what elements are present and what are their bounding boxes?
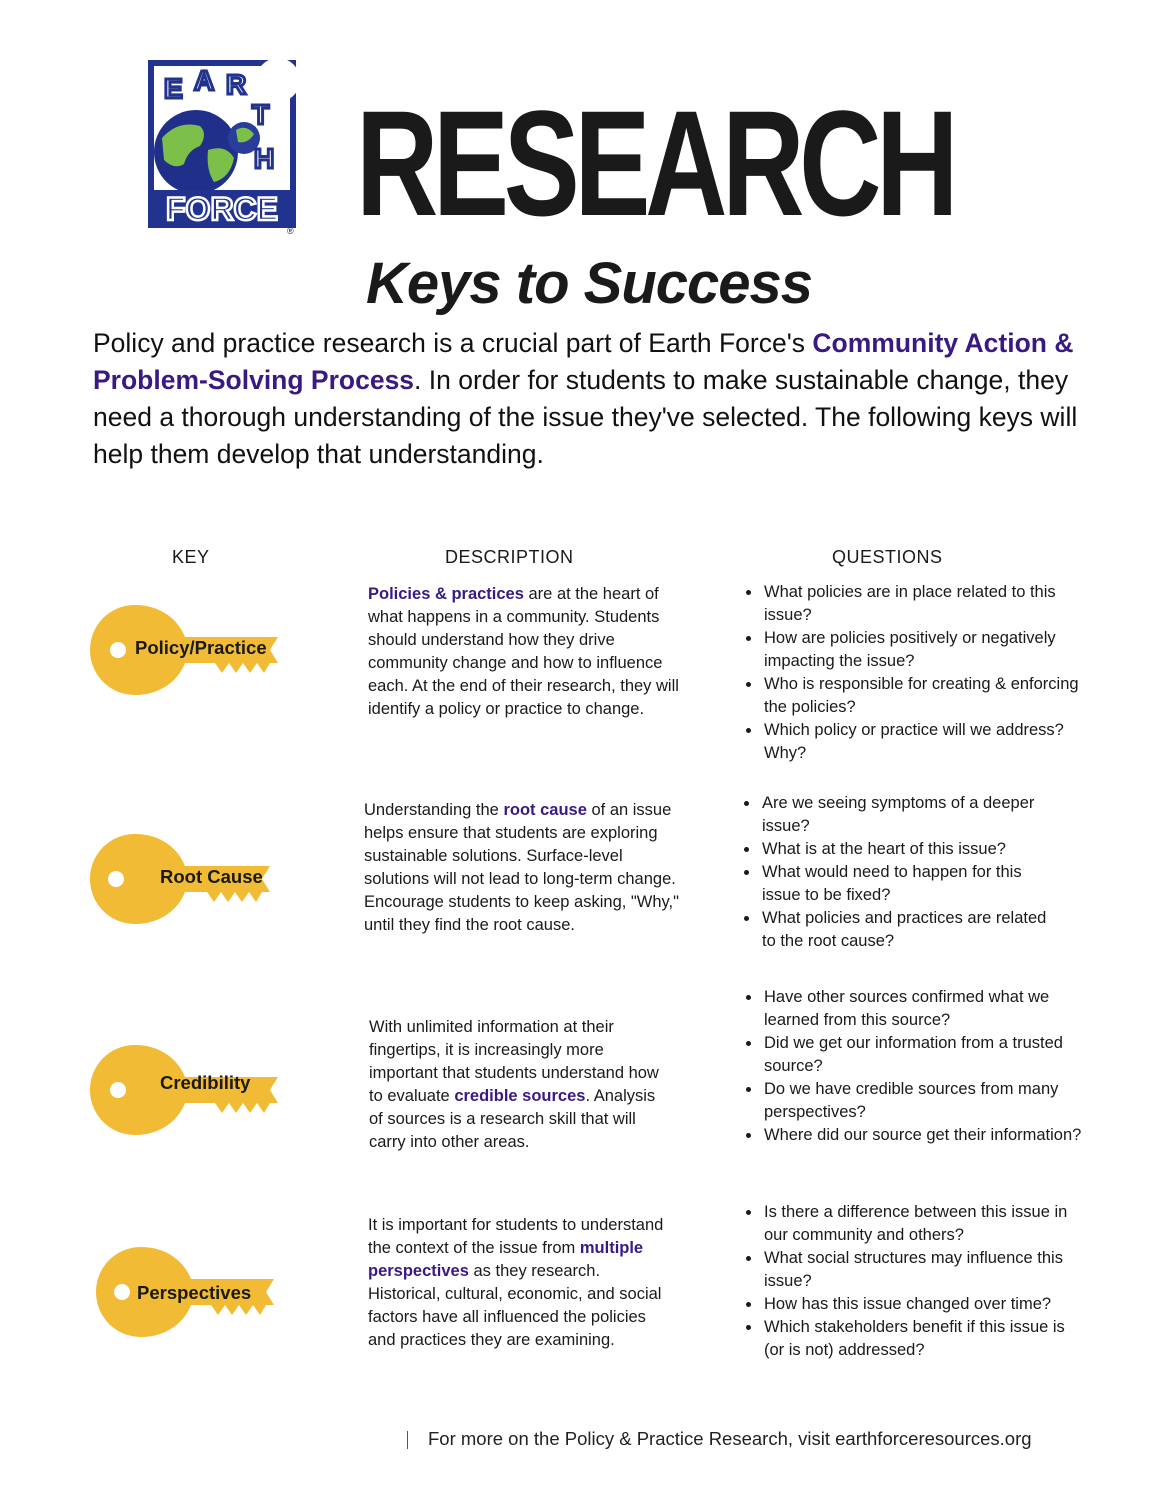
desc-highlight: multiple perspectives: [368, 1239, 644, 1280]
question-item: What social structures may influence this issue?: [764, 1247, 1084, 1293]
desc-highlight: credible sources: [454, 1087, 586, 1105]
key-label-credibility: Credibility: [160, 1072, 251, 1093]
page-title: RESEARCH: [356, 79, 954, 247]
logo-letter-e: E: [164, 73, 183, 104]
column-header-description: DESCRIPTION: [445, 547, 574, 567]
desc-text-after: are at the heart of what happens in a community. Students should understand how they drive community change and how to influence each. At the end of their research, they will identify a policy or practice to change.: [368, 585, 679, 718]
logo-letter-t: T: [252, 99, 270, 130]
footer-divider: [407, 1431, 408, 1449]
question-item: Which stakeholders benefit if this issue is (or is not) addressed?: [764, 1316, 1084, 1362]
key-label-policy-practice: Policy/Practice: [135, 637, 267, 658]
row-description: [368, 583, 688, 721]
footer: [407, 1428, 1032, 1450]
question-item: Which policy or practice will we address? Why?: [764, 719, 1084, 765]
question-item: Have other sources confirmed what we learned from this source?: [764, 986, 1084, 1032]
question-list: [742, 792, 1062, 953]
logo-letter-h: H: [254, 143, 275, 174]
question-item: Is there a difference between this issue in our community and others?: [764, 1201, 1084, 1247]
desc-text-after: . Analysis of sources is a research skill that will carry into other areas.: [369, 1087, 656, 1151]
question-list: [744, 986, 1084, 1147]
question-item: What policies and practices are related to the root cause?: [762, 907, 1062, 953]
question-item: Where did our source get their information?: [764, 1124, 1084, 1147]
earth-force-logo: [148, 60, 296, 228]
row-description: [364, 799, 679, 937]
registered-mark: ®: [287, 226, 294, 236]
desc-text-after: of an issue helps ensure that students are exploring sustainable solutions. Surface-level solutions will not lead to long-term change. Encourage students to keep asking, "Why," until they find the root cause.: [364, 801, 679, 934]
desc-text-before: It is important for students to understand the context of the issue from: [368, 1216, 664, 1257]
desc-highlight: Policies & practices: [368, 585, 524, 603]
intro-text-after: . In order for students to make sustainable change, they need a thorough understanding of the issue they've selected. The following keys will help them develop that understanding.: [93, 365, 1078, 469]
key-label-perspectives: Perspectives: [137, 1282, 252, 1303]
question-list: [744, 581, 1084, 765]
question-item: What would need to happen for this issue to be fixed?: [762, 861, 1062, 907]
question-item: What is at the heart of this issue?: [762, 838, 1062, 861]
desc-text-after: as they research. Historical, cultural, economic, and social factors have all influenced the policies and practices they are examining.: [368, 1262, 662, 1349]
desc-highlight: root cause: [503, 801, 587, 819]
question-item: Are we seeing symptoms of a deeper issue?: [762, 792, 1062, 838]
logo-letter-r: R: [226, 69, 247, 100]
intro-text-before: Policy and practice research is a crucial part of Earth Force's: [93, 328, 813, 358]
key-label-root-cause: Root Cause: [160, 866, 263, 887]
question-item: How are policies positively or negatively impacting the issue?: [764, 627, 1084, 673]
question-item: Did we get our information from a trusted source?: [764, 1032, 1084, 1078]
desc-text-before: Understanding the: [364, 801, 504, 819]
question-item: Who is responsible for creating & enforcing the policies?: [764, 673, 1084, 719]
desc-text-before: With unlimited information at their fingertips, it is increasingly more important that students understand how to evaluate: [369, 1018, 659, 1105]
question-item: How has this issue changed over time?: [764, 1293, 1084, 1316]
row-description: [368, 1214, 668, 1352]
intro-highlight: Community Action & Problem-Solving Process: [93, 328, 1074, 395]
logo-force-text: FORCE: [166, 191, 278, 227]
question-item: Do we have credible sources from many perspectives?: [764, 1078, 1084, 1124]
logo-letter-a: A: [194, 65, 215, 96]
row-description: [369, 1016, 669, 1154]
column-header-questions: QUESTIONS: [832, 547, 943, 567]
column-header-key: KEY: [172, 547, 210, 567]
question-item: What policies are in place related to this issue?: [764, 581, 1084, 627]
earth-force-logo-graphic: [148, 60, 296, 228]
footer-text: For more on the Policy & Practice Research, visit earthforceresources.org: [428, 1428, 1032, 1449]
intro-paragraph: [93, 325, 1103, 473]
question-list: [744, 1201, 1084, 1362]
page-subtitle: Keys to Success: [366, 251, 813, 316]
